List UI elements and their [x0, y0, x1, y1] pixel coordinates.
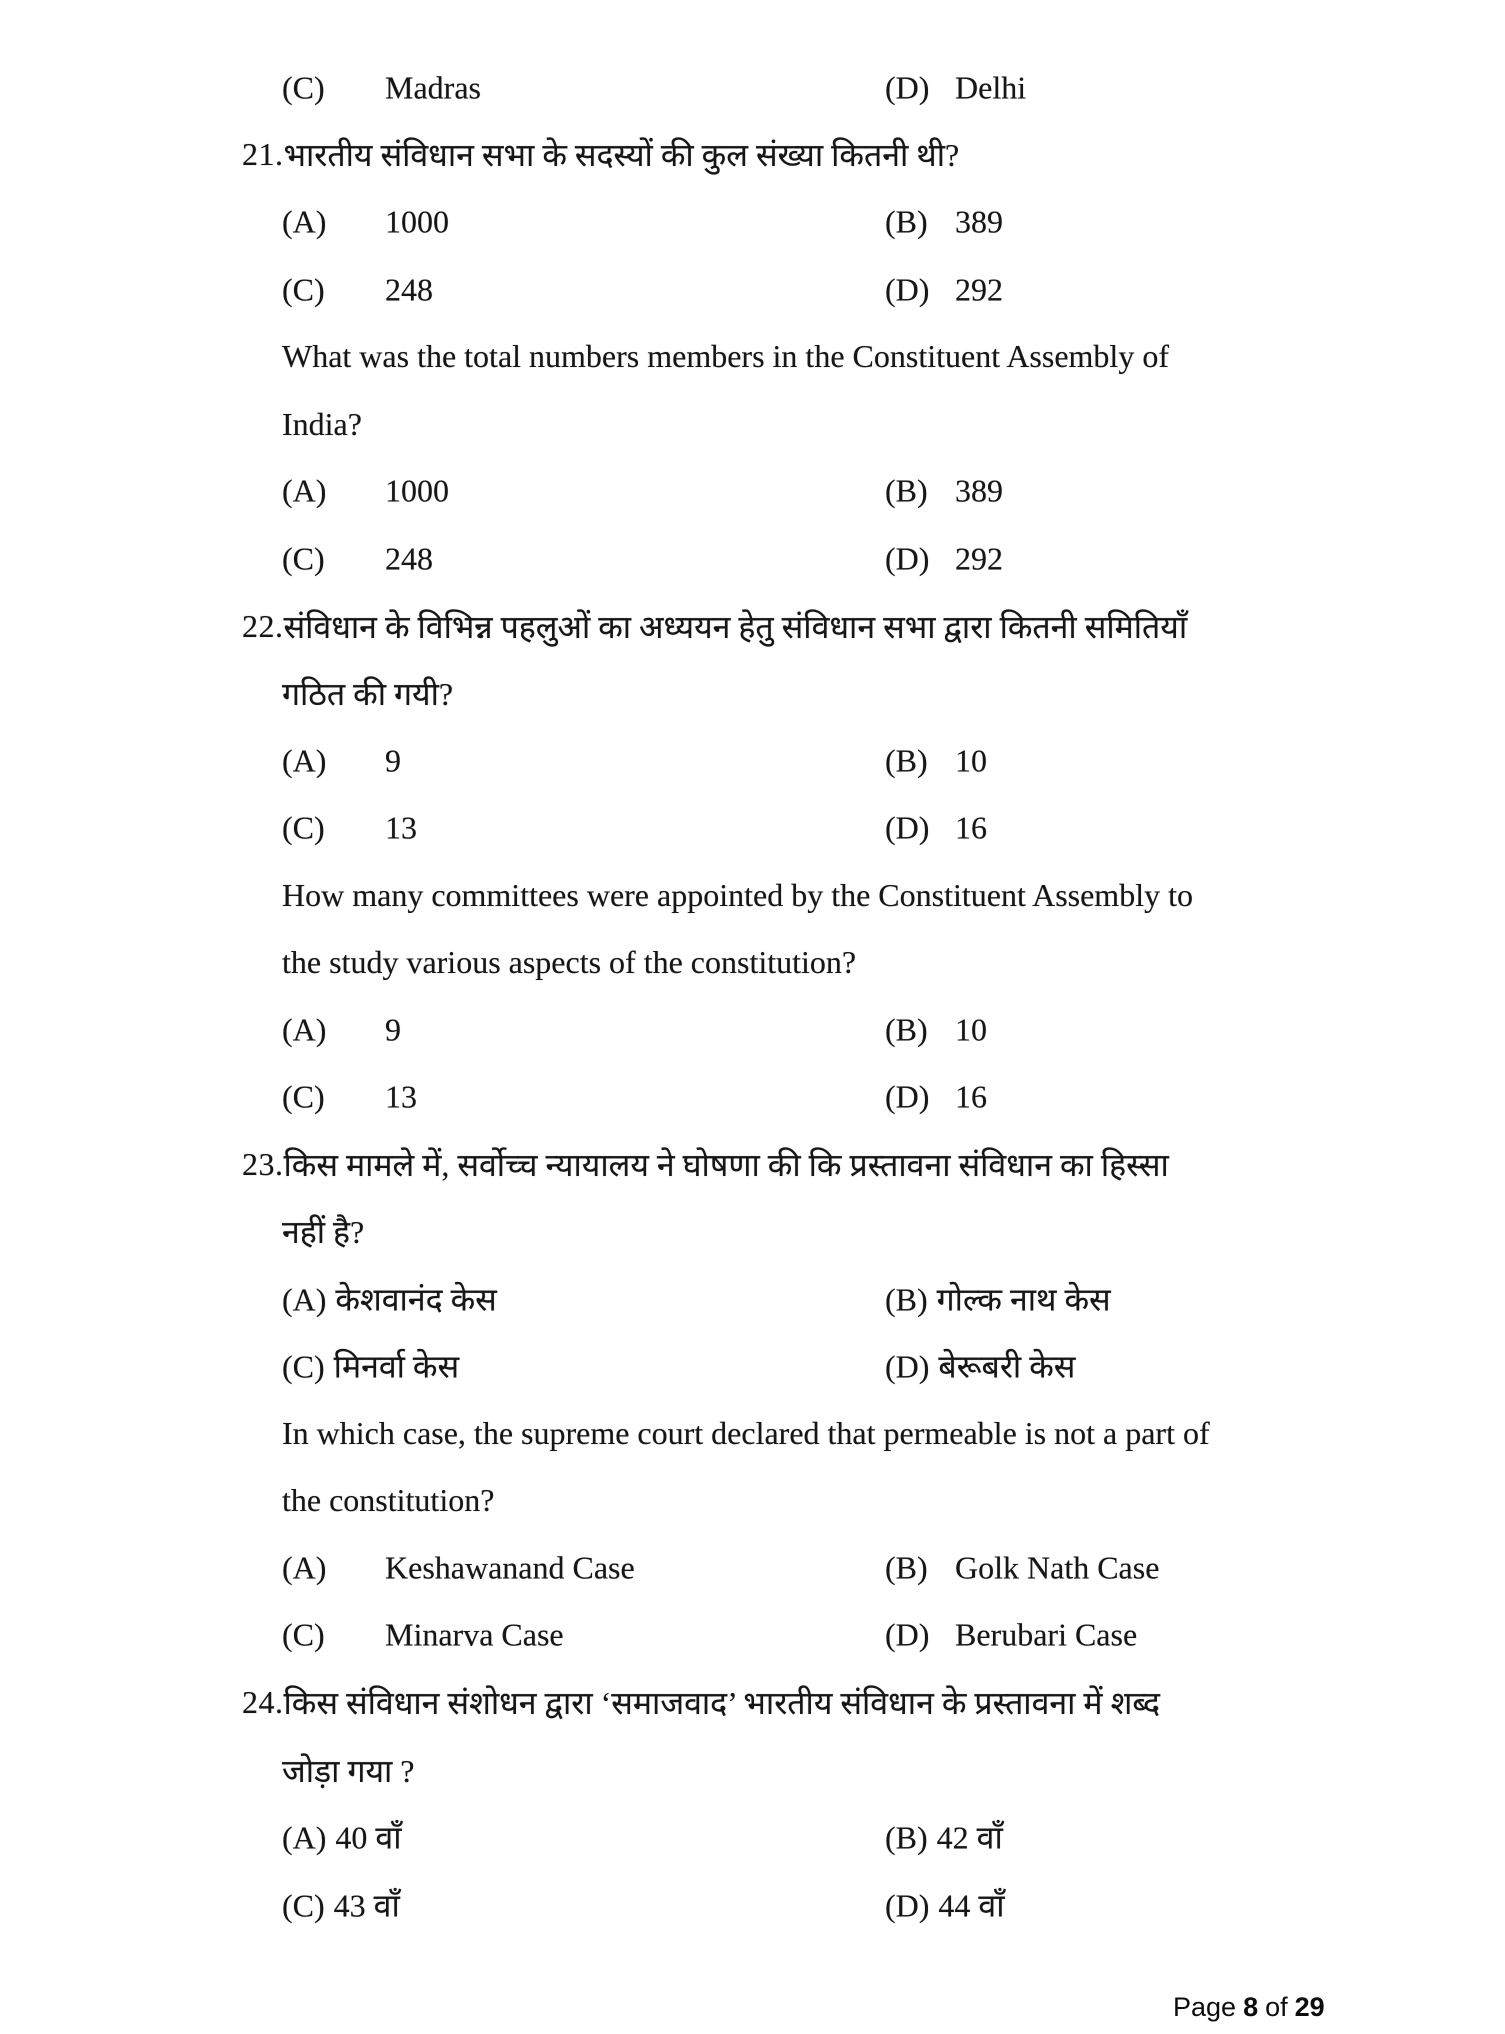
question-number: 24. [242, 1684, 284, 1721]
option-label: (C) [282, 271, 325, 308]
option-label: (D) [885, 1078, 930, 1115]
option-a [282, 1277, 497, 1320]
option-text: 16 [955, 809, 987, 846]
option-a [282, 1011, 401, 1048]
option-label: (A) [282, 203, 327, 240]
text-line [0, 929, 1505, 996]
option-b [885, 1816, 1003, 1859]
option-c [282, 1079, 417, 1116]
question-line [0, 121, 1505, 188]
option-d [885, 1079, 987, 1116]
footer-of-word: of [1265, 1992, 1288, 2022]
option-text: 389 [955, 203, 1003, 240]
option-text: 43 वाँ [333, 1887, 400, 1924]
option-label: (A) [282, 742, 327, 779]
option-row [0, 1871, 1505, 1938]
option-text: Madras [385, 69, 481, 106]
option-label: (D) [885, 271, 930, 308]
option-text: 1000 [385, 472, 449, 509]
option-c [282, 809, 417, 846]
option-text: 13 [385, 809, 417, 846]
option-row [0, 727, 1505, 794]
option-a [282, 1550, 635, 1587]
option-c [282, 69, 481, 106]
option-label: (C) [282, 1348, 325, 1385]
option-text: 16 [955, 1078, 987, 1115]
text-line [0, 1198, 1505, 1265]
option-text: गोल्क नाथ केस [936, 1281, 1111, 1318]
option-row [0, 996, 1505, 1063]
option-text: 9 [385, 742, 401, 779]
option-row [0, 189, 1505, 256]
option-d [885, 540, 1003, 577]
option-c [282, 540, 433, 577]
option-d [885, 1345, 1075, 1388]
option-text: मिनर्वा केस [333, 1348, 460, 1385]
option-c [282, 1617, 564, 1654]
text-line [0, 323, 1505, 390]
option-label: (B) [885, 1281, 928, 1318]
text-line [0, 1736, 1505, 1803]
option-label: (D) [885, 809, 930, 846]
option-row [0, 458, 1505, 525]
option-label: (C) [282, 540, 325, 577]
text-line-content: the study various aspects of the constitution? [282, 944, 857, 980]
option-row [0, 54, 1505, 121]
text-line [0, 1400, 1505, 1467]
option-text: 10 [955, 742, 987, 779]
option-a [282, 1816, 402, 1859]
option-text: Delhi [955, 69, 1027, 106]
text-line-content: जोड़ा गया ? [282, 1752, 415, 1789]
option-text: 1000 [385, 203, 449, 240]
option-text: 248 [385, 271, 433, 308]
option-label: (A) [282, 1549, 327, 1586]
option-label: (A) [282, 1281, 327, 1318]
option-text: 40 वाँ [335, 1819, 402, 1856]
text-line-content: How many committees were appointed by the Constituent Assembly to [282, 876, 1193, 913]
option-b [885, 1550, 1159, 1587]
option-text: 42 वाँ [936, 1819, 1003, 1856]
option-d [885, 69, 1026, 106]
text-line-content: In which case, the supreme court declared that permeable is not a part of [282, 1415, 1210, 1452]
option-row [0, 256, 1505, 323]
option-b [885, 204, 1003, 241]
option-b [885, 1011, 987, 1048]
option-c [282, 1883, 400, 1926]
option-label: (B) [885, 203, 928, 240]
page-footer [1173, 1992, 1325, 2023]
question-text: भारतीय संविधान सभा के सदस्यों की कुल संख्या कितनी थी? [283, 137, 960, 174]
document-lines [0, 54, 1505, 1938]
option-label: (B) [885, 742, 928, 779]
option-label: (B) [885, 1549, 928, 1586]
option-label: (D) [885, 1616, 930, 1653]
option-label: (C) [282, 1616, 325, 1653]
option-text: Berubari Case [955, 1616, 1138, 1653]
option-text: बेरूबरी केस [938, 1348, 1076, 1385]
option-text: Minarva Case [385, 1616, 564, 1653]
question-line [0, 592, 1505, 659]
option-text: 9 [385, 1011, 401, 1048]
text-line [0, 390, 1505, 457]
option-label: (A) [282, 472, 327, 509]
text-line [0, 660, 1505, 727]
text-line [0, 862, 1505, 929]
option-a [282, 204, 449, 241]
option-label: (B) [885, 1011, 928, 1048]
option-label: (D) [885, 1348, 930, 1385]
option-label: (A) [282, 1819, 327, 1856]
option-text: 248 [385, 540, 433, 577]
option-text: 13 [385, 1078, 417, 1115]
option-label: (B) [885, 1819, 928, 1856]
option-label: (D) [885, 69, 930, 106]
option-text: 10 [955, 1011, 987, 1048]
text-line-content: गठित की गयी? [282, 675, 454, 712]
option-row [0, 525, 1505, 592]
option-label: (D) [885, 1887, 930, 1924]
question-number: 21. [242, 136, 284, 173]
question-line [0, 1669, 1505, 1736]
option-c [282, 271, 433, 308]
option-d [885, 809, 987, 846]
option-row [0, 1063, 1505, 1130]
option-label: (C) [282, 1078, 325, 1115]
option-b [885, 742, 987, 779]
option-label: (D) [885, 540, 930, 577]
option-d [885, 271, 1003, 308]
question-number: 23. [242, 1145, 284, 1182]
option-d [885, 1883, 1005, 1926]
footer-page-number: 8 [1243, 1992, 1259, 2022]
option-row [0, 1535, 1505, 1602]
footer-page-word: Page [1173, 1992, 1237, 2022]
option-label: (C) [282, 809, 325, 846]
text-line-content: What was the total numbers members in the Constituent Assembly of [282, 338, 1169, 375]
option-b [885, 1277, 1111, 1320]
question-line [0, 1131, 1505, 1198]
option-a [282, 473, 449, 510]
option-b [885, 473, 1003, 510]
text-line [0, 1467, 1505, 1534]
option-row [0, 1265, 1505, 1332]
option-text: 292 [955, 271, 1003, 308]
option-label: (C) [282, 1887, 325, 1924]
option-row [0, 1804, 1505, 1871]
option-text: Golk Nath Case [955, 1549, 1160, 1586]
option-text: Keshawanand Case [385, 1549, 635, 1586]
footer-total-pages: 29 [1294, 1992, 1325, 2022]
option-text: 389 [955, 472, 1003, 509]
question-text: किस संविधान संशोधन द्वारा ‘समाजवाद’ भारतीय संविधान के प्रस्तावना में शब्द [283, 1685, 1160, 1722]
option-text: 44 वाँ [938, 1887, 1005, 1924]
question-text: किस मामले में, सर्वोच्च न्यायालय ने घोषणा की कि प्रस्तावना संविधान का हिस्सा [283, 1146, 1169, 1183]
option-c [282, 1345, 459, 1388]
option-label: (B) [885, 472, 928, 509]
text-line-content: India? [282, 405, 362, 442]
option-text: 292 [955, 540, 1003, 577]
question-text: संविधान के विभिन्न पहलुओं का अध्ययन हेतु संविधान सभा द्वारा कितनी समितियाँ [283, 608, 1188, 645]
option-row [0, 1602, 1505, 1669]
option-d [885, 1617, 1137, 1654]
option-row [0, 1333, 1505, 1400]
option-a [282, 742, 401, 779]
question-number: 22. [242, 607, 284, 644]
option-row [0, 794, 1505, 861]
option-label: (A) [282, 1011, 327, 1048]
text-line-content: नहीं है? [282, 1214, 365, 1251]
option-label: (C) [282, 69, 325, 106]
text-line-content: the constitution? [282, 1482, 495, 1519]
option-text: केशवानंद केस [335, 1281, 497, 1318]
